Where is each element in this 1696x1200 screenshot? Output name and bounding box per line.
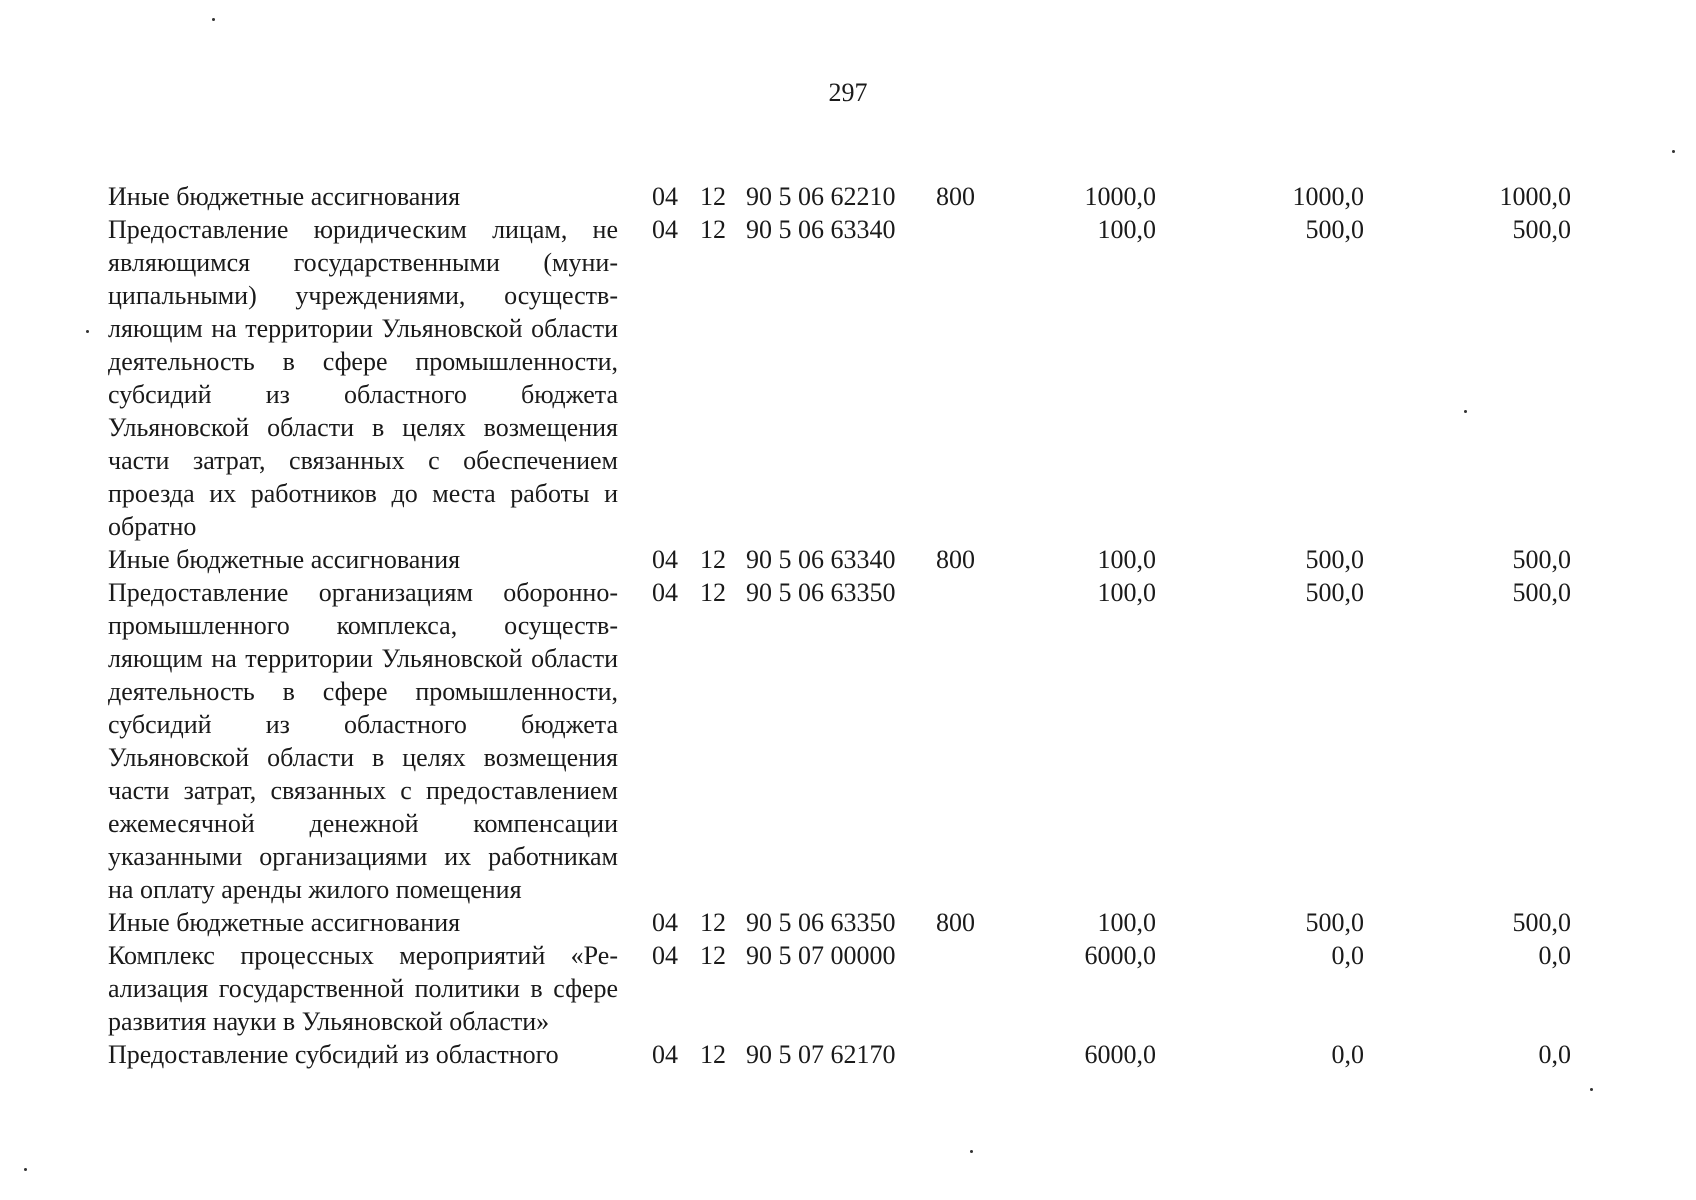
scan-speck — [212, 18, 215, 21]
row-subsection-code: 12 — [700, 215, 726, 244]
row-name: Иные бюджетные ассигнования — [108, 908, 461, 937]
page-number: 297 — [828, 78, 868, 107]
row-subsection-code: 12 — [700, 1040, 726, 1069]
row-amount-year-1: 100,0 — [1097, 215, 1156, 244]
row-subsection-code: 12 — [700, 545, 726, 574]
row-expense-type — [936, 1038, 996, 1071]
row-section-code: 04 — [652, 578, 678, 607]
row-amount-year-1: 100,0 — [1097, 545, 1156, 574]
row-section-code: 04 — [652, 215, 678, 244]
row-amount-year-3: 0,0 — [1538, 1040, 1571, 1069]
row-expense-type: 800 — [936, 182, 975, 211]
row-amount-year-3: 0,0 — [1538, 941, 1571, 970]
row-expense-type: 800 — [936, 545, 975, 574]
row-target-article: 90 5 06 63340 — [746, 545, 896, 574]
scan-speck — [24, 1168, 27, 1171]
row-target-article: 90 5 06 63340 — [746, 215, 896, 244]
row-section-code: 04 — [652, 941, 678, 970]
row-amount-year-1: 6000,0 — [1084, 1040, 1156, 1069]
table-row — [108, 1038, 1571, 1071]
row-target-article: 90 5 07 00000 — [746, 941, 896, 970]
row-target-article: 90 5 07 62170 — [746, 1040, 896, 1069]
row-amount-year-1: 6000,0 — [1084, 941, 1156, 970]
table-row — [108, 543, 1571, 576]
row-name: Предоставление юридическим лицам, не являющимся государственными (муниципальными) учреждениями, осуществляющим на территории Ульяновской области деятельность в сфере промышленности, субсидий из областного бюджета Ульяновской области в целях возмещения части затрат, связанных с обеспечением проезда их работников до места работы и обратно — [108, 215, 618, 541]
row-amount-year-2: 1000,0 — [1292, 182, 1364, 211]
row-amount-year-3: 500,0 — [1512, 908, 1571, 937]
row-amount-year-2: 0,0 — [1331, 1040, 1364, 1069]
table-row — [108, 576, 1571, 906]
row-expense-type — [936, 576, 996, 906]
row-expense-type — [936, 213, 996, 543]
row-section-code: 04 — [652, 545, 678, 574]
row-name: Иные бюджетные ассигнования — [108, 182, 461, 211]
row-amount-year-3: 1000,0 — [1499, 182, 1571, 211]
row-section-code: 04 — [652, 182, 678, 211]
row-subsection-code: 12 — [700, 908, 726, 937]
row-amount-year-3: 500,0 — [1512, 578, 1571, 607]
table-row — [108, 939, 1571, 1038]
row-target-article: 90 5 06 63350 — [746, 578, 896, 607]
row-name: Предоставление субсидий из областного — [108, 1040, 559, 1069]
row-amount-year-2: 500,0 — [1305, 578, 1364, 607]
row-subsection-code: 12 — [700, 578, 726, 607]
row-subsection-code: 12 — [700, 941, 726, 970]
table-row — [108, 180, 1571, 213]
scan-speck — [1464, 410, 1467, 413]
row-section-code: 04 — [652, 1040, 678, 1069]
scan-speck — [1672, 150, 1675, 153]
row-name: Комплекс процессных мероприятий «Реализация государственной политики в сфере развития науки в Ульяновской области» — [108, 941, 618, 1036]
row-amount-year-2: 0,0 — [1331, 941, 1364, 970]
row-expense-type: 800 — [936, 908, 975, 937]
table-row — [108, 906, 1571, 939]
row-amount-year-2: 500,0 — [1305, 545, 1364, 574]
row-target-article: 90 5 06 62210 — [746, 182, 896, 211]
row-expense-type — [936, 939, 996, 1038]
table-row — [108, 213, 1571, 543]
row-target-article: 90 5 06 63350 — [746, 908, 896, 937]
scan-speck — [86, 330, 89, 333]
scan-speck — [970, 1150, 973, 1153]
row-subsection-code: 12 — [700, 182, 726, 211]
row-amount-year-1: 1000,0 — [1084, 182, 1156, 211]
row-amount-year-2: 500,0 — [1305, 908, 1364, 937]
row-amount-year-1: 100,0 — [1097, 908, 1156, 937]
row-name: Предоставление организациям оборонно-промышленного комплекса, осуществляющим на территории Ульяновской области деятельность в сфере промышленности, субсидий из областного бюджета Ульяновской области в целях возмещения части затрат, связанных с предоставлением ежемесячной денежной компенсации указанными организациями их работникам на оплату аренды жилого помещения — [108, 578, 618, 904]
row-amount-year-2: 500,0 — [1305, 215, 1364, 244]
scan-speck — [1590, 1088, 1593, 1091]
row-section-code: 04 — [652, 908, 678, 937]
row-amount-year-1: 100,0 — [1097, 578, 1156, 607]
row-name: Иные бюджетные ассигнования — [108, 545, 461, 574]
budget-table — [108, 180, 1571, 1071]
row-amount-year-3: 500,0 — [1512, 545, 1571, 574]
row-amount-year-3: 500,0 — [1512, 215, 1571, 244]
